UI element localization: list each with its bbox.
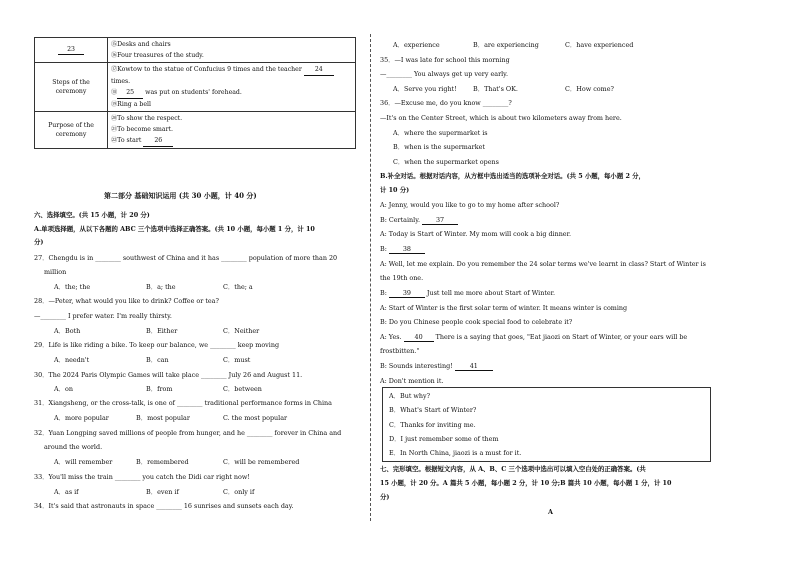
table-line: ⑮Desks and chairs <box>111 41 171 48</box>
option: C．when the supermarket opens <box>393 158 499 166</box>
table-line: ⑳To show the respect. <box>111 115 183 122</box>
option: A．more popular <box>54 414 109 422</box>
option: B．are experiencing <box>473 41 539 49</box>
option: A．experience <box>393 41 440 49</box>
options-box <box>382 387 711 462</box>
section-instruction: B.补全对话。根据对话内容，从方框中选出适当的选项补全对话。(共 5 小题，每小题 2 分， <box>380 172 645 180</box>
blank-25: 25 <box>117 87 143 99</box>
blank-39: 39 <box>389 289 425 298</box>
table-line: ⑯Four treasures of the study. <box>111 52 204 59</box>
dialogue-line: A: Jenny, would you like to go to my home after school? <box>380 201 560 209</box>
table-line <box>111 135 352 147</box>
question-35-cont: —________ You always get up very early. <box>380 70 508 78</box>
dialogue-line: A: Don't mention it. <box>380 377 444 385</box>
option: A．will remember <box>54 458 113 466</box>
question-29: 29．Life is like riding a bike. To keep our balance, we ________ keep moving <box>34 341 280 349</box>
section-instruction: 分) <box>380 493 390 501</box>
question-30: 30．The 2024 Paris Olympic Games will take place ________ July 26 and August 11. <box>34 371 303 379</box>
blank-24: 24 <box>304 64 334 76</box>
dialogue-line: A: Start of Winter is the first solar term of winter. It means winter is coming <box>380 304 628 312</box>
column-divider <box>370 34 371 521</box>
table-key-cell: Steps of the ceremony <box>35 63 108 112</box>
blank-23: 23 <box>58 45 84 55</box>
section-title: 六、选择填空。(共 15 小题，计 20 分) <box>34 211 150 219</box>
box-option: D．I just remember some of them <box>389 435 499 443</box>
section-instruction: 15 小题，计 20 分。A 篇共 5 小题，每小题 2 分，计 10 分;B 篇共 10 小题，每小题 1 分，计 10 <box>380 479 672 487</box>
dialogue-text: B: Certainly. <box>380 216 423 224</box>
table-value-cell <box>108 38 356 63</box>
blank-26: 26 <box>143 135 173 147</box>
question-33: 33．You'll miss the train ________ you catch the Didi car right now! <box>34 473 250 481</box>
option: C．between <box>223 385 262 393</box>
option: C. the most popular <box>223 414 288 422</box>
dialogue-line: the 19th one. <box>380 274 424 282</box>
option: C．Neither <box>223 327 260 335</box>
question-27: 27．Chengdu is in ________ southwest of China and it has ________ population of more than 20 <box>34 254 338 262</box>
option: B．That's OK. <box>473 85 518 93</box>
blank-37: 37 <box>422 216 458 225</box>
table-line <box>111 64 352 76</box>
blank-38: 38 <box>389 245 425 254</box>
dialogue-text: A: Yes. <box>380 333 404 341</box>
dialogue-text: Just tell me more about Start of Winter. <box>424 289 556 297</box>
box-option: C．Thanks for inviting me. <box>389 421 476 429</box>
dialogue-line <box>380 333 687 342</box>
question-28: 28．—Peter, what would you like to drink? Coffee or tea? <box>34 297 219 305</box>
option: B．even if <box>146 488 179 496</box>
table-key-cell <box>35 38 108 63</box>
dialogue-text: B: <box>380 289 389 297</box>
option: A．Both <box>54 327 81 335</box>
option: C．must <box>223 356 251 364</box>
box-option: A．But why? <box>389 392 431 400</box>
option: C．will be remembered <box>223 458 300 466</box>
dialogue-text: There is a saying that goes, "Eat jiaozi on Start of Winter, or your ears will be <box>433 333 688 341</box>
table-text: ⑱ <box>111 89 118 96</box>
table-text: ⑰Kowtow to the statue of Confucius 9 times and the teacher <box>111 66 304 73</box>
dialogue-line: B: Do you Chinese people cook special food to celebrate it? <box>380 318 573 326</box>
option: A．the; the <box>54 283 91 291</box>
section-instruction: 计 10 分) <box>380 186 410 194</box>
option: B．from <box>146 385 173 393</box>
blank-40: 40 <box>404 333 434 342</box>
question-28-cont: —________ I prefer water. I'm really thirsty. <box>34 312 172 320</box>
option: A．needn't <box>54 356 90 364</box>
dialogue-line <box>380 362 493 371</box>
dialogue-line: A: Today is Start of Winter. My mom will cook a big dinner. <box>380 230 571 238</box>
option: A．as if <box>54 488 79 496</box>
option: A．Serve you right! <box>393 85 457 93</box>
question-36-cont: —It's on the Center Street, which is about two kilometers away from here. <box>380 114 622 122</box>
dialogue-line <box>380 245 425 254</box>
table-value-cell <box>108 63 356 112</box>
ceremony-table <box>34 37 356 149</box>
passage-label: A <box>548 508 553 516</box>
option: B．a; the <box>146 283 176 291</box>
option: C．only if <box>223 488 255 496</box>
question-31: 31．Xiangsheng, or the cross-talk, is one of ________ traditional performance forms in China <box>34 399 332 407</box>
part-title: 第二部分 基础知识运用 (共 30 小题，计 40 分) <box>104 191 257 200</box>
dialogue-text: B: <box>380 245 389 253</box>
option: C．have experienced <box>565 41 634 49</box>
table-text: was put on students' forehead. <box>145 89 242 96</box>
option: B．when is the supermarket <box>393 143 485 151</box>
question-27-cont: million <box>44 268 67 276</box>
option: B．most popular <box>136 414 190 422</box>
table-text: Purpose of the <box>48 122 94 129</box>
box-option: B．What's Start of Winter? <box>389 406 477 414</box>
option: C．How come? <box>565 85 614 93</box>
table-line: times. <box>111 78 131 85</box>
question-35: 35．—I was late for school this morning <box>380 56 510 64</box>
dialogue-line: A: Well, let me explain. Do you remember the 24 solar terms we've learnt in class? Start of Winter is <box>380 260 706 268</box>
table-line: ㉑To become smart. <box>111 126 173 133</box>
option: A．on <box>54 385 73 393</box>
table-value-cell <box>108 112 356 149</box>
dialogue-line: frostbitten." <box>380 347 420 355</box>
dialogue-text: B: Sounds interesting! <box>380 362 455 370</box>
question-36: 36．—Excuse me, do you know ________? <box>380 99 512 107</box>
section-instruction: 分) <box>34 238 44 246</box>
box-option: E．In North China, jiaozi is a must for it. <box>389 449 522 457</box>
dialogue-line <box>380 289 555 298</box>
option: B．can <box>146 356 169 364</box>
table-row <box>35 63 356 112</box>
option: C．the; a <box>223 283 253 291</box>
question-34: 34．It's said that astronauts in space ________ 16 sunrises and sunsets each day. <box>34 502 294 510</box>
table-line: ⑲Ring a bell <box>111 101 151 108</box>
question-32-cont: around the world. <box>44 443 103 451</box>
table-row <box>35 38 356 63</box>
section-instruction: 七、完形填空。根据短文内容，从 A、B、C 三个选项中选出可以填入空白处的正确答案。(共 <box>380 465 646 473</box>
section-instruction: A.单项选择题，从以下各题的 ABC 三个选项中选择正确答案。(共 10 小题，每小题 1 分，计 10 <box>34 225 315 233</box>
table-text: ceremony <box>55 131 87 138</box>
blank-41: 41 <box>455 362 493 371</box>
option: A．where the supermarket is <box>393 129 488 137</box>
table-key-cell <box>35 112 108 149</box>
table-row <box>35 112 356 149</box>
table-text: ㉒To start <box>111 137 144 144</box>
table-line <box>111 87 352 99</box>
option: B．Either <box>146 327 178 335</box>
dialogue-line <box>380 216 458 225</box>
question-32: 32．Yuan Longping saved millions of people from hunger, and he ________ forever in China and <box>34 429 342 437</box>
option: B．remembered <box>136 458 189 466</box>
